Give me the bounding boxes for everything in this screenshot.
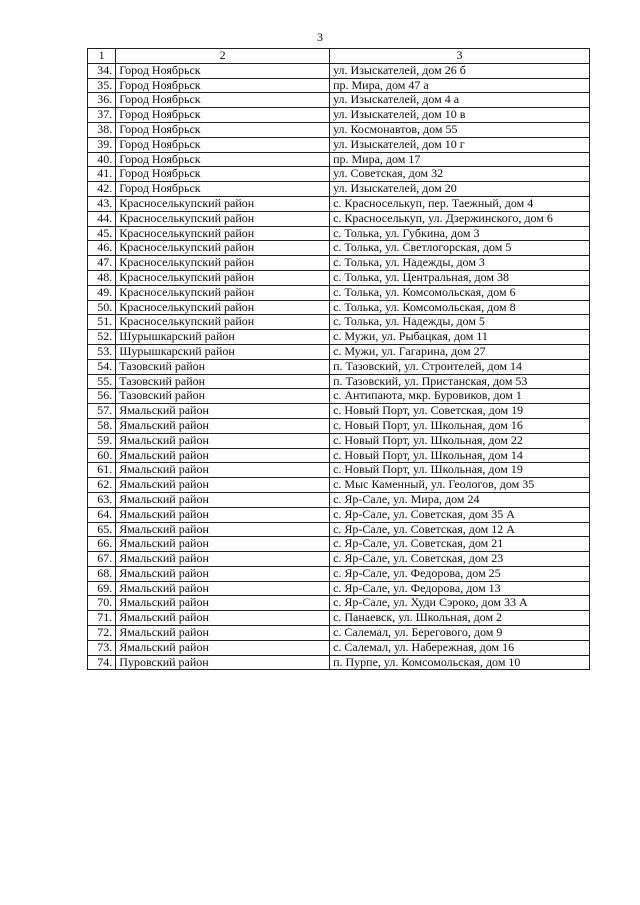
- municipality-cell: Шурышкарский район: [116, 330, 330, 345]
- row-number-cell: 72.: [88, 626, 116, 641]
- table-row: [88, 241, 590, 256]
- municipality-cell: Ямальский район: [116, 404, 330, 419]
- table-row: [88, 63, 590, 78]
- municipality-cell: Город Ноябрьск: [116, 108, 330, 123]
- row-number-cell: 52.: [88, 330, 116, 345]
- municipality-cell: Красноселькупский район: [116, 315, 330, 330]
- address-cell: ул. Изыскателей, дом 4 а: [330, 93, 590, 108]
- row-number-cell: 53.: [88, 344, 116, 359]
- municipality-cell: Шурышкарский район: [116, 344, 330, 359]
- row-number-cell: 51.: [88, 315, 116, 330]
- table-row: [88, 270, 590, 285]
- table-row: [88, 492, 590, 507]
- header-col-3: 3: [330, 49, 590, 64]
- address-cell: п. Пурпе, ул. Комсомольская, дом 10: [330, 655, 590, 670]
- address-cell: с. Яр-Сале, ул. Советская, дом 21: [330, 537, 590, 552]
- table-row: [88, 137, 590, 152]
- row-number-cell: 37.: [88, 108, 116, 123]
- address-cell: пр. Мира, дом 17: [330, 152, 590, 167]
- address-cell: с. Яр-Сале, ул. Мира, дом 24: [330, 492, 590, 507]
- table-row: [88, 655, 590, 670]
- municipality-cell: Красноселькупский район: [116, 241, 330, 256]
- municipality-cell: Ямальский район: [116, 596, 330, 611]
- row-number-cell: 39.: [88, 137, 116, 152]
- row-number-cell: 45.: [88, 226, 116, 241]
- municipality-cell: Город Ноябрьск: [116, 167, 330, 182]
- row-number-cell: 42.: [88, 182, 116, 197]
- address-cell: с. Новый Порт, ул. Школьная, дом 22: [330, 433, 590, 448]
- row-number-cell: 47.: [88, 256, 116, 271]
- row-number-cell: 65.: [88, 522, 116, 537]
- address-cell: с. Яр-Сале, ул. Федорова, дом 13: [330, 581, 590, 596]
- row-number-cell: 69.: [88, 581, 116, 596]
- row-number-cell: 57.: [88, 404, 116, 419]
- row-number-cell: 64.: [88, 507, 116, 522]
- row-number-cell: 73.: [88, 640, 116, 655]
- row-number-cell: 66.: [88, 537, 116, 552]
- row-number-cell: 41.: [88, 167, 116, 182]
- table-row: [88, 566, 590, 581]
- row-number-cell: 56.: [88, 389, 116, 404]
- address-cell: с. Толька, ул. Надежды, дом 3: [330, 256, 590, 271]
- municipality-cell: Ямальский район: [116, 611, 330, 626]
- municipality-cell: Тазовский район: [116, 359, 330, 374]
- municipality-cell: Ямальский район: [116, 448, 330, 463]
- address-table: [87, 48, 590, 670]
- table-row: [88, 182, 590, 197]
- table-row: [88, 389, 590, 404]
- municipality-cell: Ямальский район: [116, 552, 330, 567]
- row-number-cell: 50.: [88, 300, 116, 315]
- municipality-cell: Ямальский район: [116, 478, 330, 493]
- address-cell: с. Толька, ул. Светлогорская, дом 5: [330, 241, 590, 256]
- municipality-cell: Город Ноябрьск: [116, 63, 330, 78]
- row-number-cell: 74.: [88, 655, 116, 670]
- table-row: [88, 167, 590, 182]
- municipality-cell: Красноселькупский район: [116, 300, 330, 315]
- table-row: [88, 122, 590, 137]
- municipality-cell: Ямальский район: [116, 537, 330, 552]
- row-number-cell: 48.: [88, 270, 116, 285]
- municipality-cell: Город Ноябрьск: [116, 152, 330, 167]
- row-number-cell: 36.: [88, 93, 116, 108]
- row-number-cell: 55.: [88, 374, 116, 389]
- municipality-cell: Красноселькупский район: [116, 256, 330, 271]
- table-row: [88, 448, 590, 463]
- row-number-cell: 63.: [88, 492, 116, 507]
- address-cell: п. Тазовский, ул. Строителей, дом 14: [330, 359, 590, 374]
- table-row: [88, 611, 590, 626]
- table-row: [88, 433, 590, 448]
- address-cell: с. Толька, ул. Комсомольская, дом 6: [330, 285, 590, 300]
- municipality-cell: Ямальский район: [116, 640, 330, 655]
- table-row: [88, 315, 590, 330]
- table-row: [88, 359, 590, 374]
- address-cell: с. Новый Порт, ул. Школьная, дом 14: [330, 448, 590, 463]
- address-cell: с. Мужи, ул. Рыбацкая, дом 11: [330, 330, 590, 345]
- municipality-cell: Город Ноябрьск: [116, 122, 330, 137]
- address-cell: п. Тазовский, ул. Пристанская, дом 53: [330, 374, 590, 389]
- row-number-cell: 58.: [88, 418, 116, 433]
- address-cell: с. Новый Порт, ул. Школьная, дом 19: [330, 463, 590, 478]
- row-number-cell: 35.: [88, 78, 116, 93]
- address-cell: ул. Советская, дом 32: [330, 167, 590, 182]
- row-number-cell: 54.: [88, 359, 116, 374]
- address-cell: с. Яр-Сале, ул. Советская, дом 12 А: [330, 522, 590, 537]
- table-row: [88, 344, 590, 359]
- table-row: [88, 507, 590, 522]
- address-cell: с. Яр-Сале, ул. Федорова, дом 25: [330, 566, 590, 581]
- page-number: 3: [317, 30, 323, 44]
- municipality-cell: Ямальский район: [116, 463, 330, 478]
- address-cell: с. Яр-Сале, ул. Советская, дом 35 А: [330, 507, 590, 522]
- table-row: [88, 418, 590, 433]
- table-row: [88, 596, 590, 611]
- row-number-cell: 49.: [88, 285, 116, 300]
- table-row: [88, 537, 590, 552]
- table-row: [88, 211, 590, 226]
- address-cell: с. Яр-Сале, ул. Худи Сэроко, дом 33 А: [330, 596, 590, 611]
- municipality-cell: Ямальский район: [116, 566, 330, 581]
- table-row: [88, 152, 590, 167]
- table-row: [88, 78, 590, 93]
- table-row: [88, 552, 590, 567]
- row-number-cell: 40.: [88, 152, 116, 167]
- municipality-cell: Город Ноябрьск: [116, 78, 330, 93]
- row-number-cell: 67.: [88, 552, 116, 567]
- address-cell: ул. Изыскателей, дом 10 г: [330, 137, 590, 152]
- address-cell: с. Новый Порт, ул. Школьная, дом 16: [330, 418, 590, 433]
- row-number-cell: 44.: [88, 211, 116, 226]
- table-row: [88, 626, 590, 641]
- municipality-cell: Ямальский район: [116, 418, 330, 433]
- municipality-cell: Тазовский район: [116, 389, 330, 404]
- municipality-cell: Красноселькупский район: [116, 196, 330, 211]
- address-cell: ул. Космонавтов, дом 55: [330, 122, 590, 137]
- table-row: [88, 640, 590, 655]
- address-cell: с. Новый Порт, ул. Советская, дом 19: [330, 404, 590, 419]
- row-number-cell: 59.: [88, 433, 116, 448]
- table-row: [88, 404, 590, 419]
- municipality-cell: Красноселькупский район: [116, 285, 330, 300]
- address-cell: с. Мужи, ул. Гагарина, дом 27: [330, 344, 590, 359]
- municipality-cell: Красноселькупский район: [116, 226, 330, 241]
- table-row: [88, 581, 590, 596]
- address-cell: с. Мыс Каменный, ул. Геологов, дом 35: [330, 478, 590, 493]
- address-cell: с. Толька, ул. Надежды, дом 5: [330, 315, 590, 330]
- address-cell: пр. Мира, дом 47 а: [330, 78, 590, 93]
- row-number-cell: 70.: [88, 596, 116, 611]
- header-col-2: 2: [116, 49, 330, 64]
- table-row: [88, 226, 590, 241]
- row-number-cell: 71.: [88, 611, 116, 626]
- table-row: [88, 522, 590, 537]
- row-number-cell: 34.: [88, 63, 116, 78]
- table-row: [88, 93, 590, 108]
- municipality-cell: Красноселькупский район: [116, 211, 330, 226]
- table-row: [88, 256, 590, 271]
- municipality-cell: Ямальский район: [116, 492, 330, 507]
- row-number-cell: 38.: [88, 122, 116, 137]
- municipality-cell: Город Ноябрьск: [116, 137, 330, 152]
- municipality-cell: Ямальский район: [116, 522, 330, 537]
- address-cell: с. Толька, ул. Центральная, дом 38: [330, 270, 590, 285]
- row-number-cell: 68.: [88, 566, 116, 581]
- address-cell: с. Яр-Сале, ул. Советская, дом 23: [330, 552, 590, 567]
- municipality-cell: Тазовский район: [116, 374, 330, 389]
- address-cell: с. Толька, ул. Комсомольская, дом 8: [330, 300, 590, 315]
- address-cell: ул. Изыскателей, дом 20: [330, 182, 590, 197]
- address-cell: с. Толька, ул. Губкина, дом 3: [330, 226, 590, 241]
- table-row: [88, 108, 590, 123]
- municipality-cell: Ямальский район: [116, 433, 330, 448]
- municipality-cell: Ямальский район: [116, 626, 330, 641]
- municipality-cell: Красноселькупский район: [116, 270, 330, 285]
- table-row: [88, 300, 590, 315]
- header-col-1: 1: [88, 49, 116, 64]
- table-row: [88, 463, 590, 478]
- municipality-cell: Ямальский район: [116, 581, 330, 596]
- table-row: [88, 478, 590, 493]
- table-header-row: [88, 49, 590, 64]
- municipality-cell: Город Ноябрьск: [116, 93, 330, 108]
- table-row: [88, 285, 590, 300]
- address-cell: с. Красноселькуп, пер. Таежный, дом 4: [330, 196, 590, 211]
- address-cell: ул. Изыскателей, дом 26 б: [330, 63, 590, 78]
- table-row: [88, 330, 590, 345]
- row-number-cell: 62.: [88, 478, 116, 493]
- table-row: [88, 374, 590, 389]
- address-cell: с. Салемал, ул. Набережная, дом 16: [330, 640, 590, 655]
- address-cell: ул. Изыскателей, дом 10 в: [330, 108, 590, 123]
- table-row: [88, 196, 590, 211]
- address-cell: с. Панаевск, ул. Школьная, дом 2: [330, 611, 590, 626]
- row-number-cell: 60.: [88, 448, 116, 463]
- municipality-cell: Ямальский район: [116, 507, 330, 522]
- row-number-cell: 61.: [88, 463, 116, 478]
- row-number-cell: 46.: [88, 241, 116, 256]
- municipality-cell: Город Ноябрьск: [116, 182, 330, 197]
- row-number-cell: 43.: [88, 196, 116, 211]
- municipality-cell: Пуровский район: [116, 655, 330, 670]
- address-cell: с. Красноселькуп, ул. Дзержинского, дом 6: [330, 211, 590, 226]
- address-cell: с. Антипаюта, мкр. Буровиков, дом 1: [330, 389, 590, 404]
- address-cell: с. Салемал, ул. Берегового, дом 9: [330, 626, 590, 641]
